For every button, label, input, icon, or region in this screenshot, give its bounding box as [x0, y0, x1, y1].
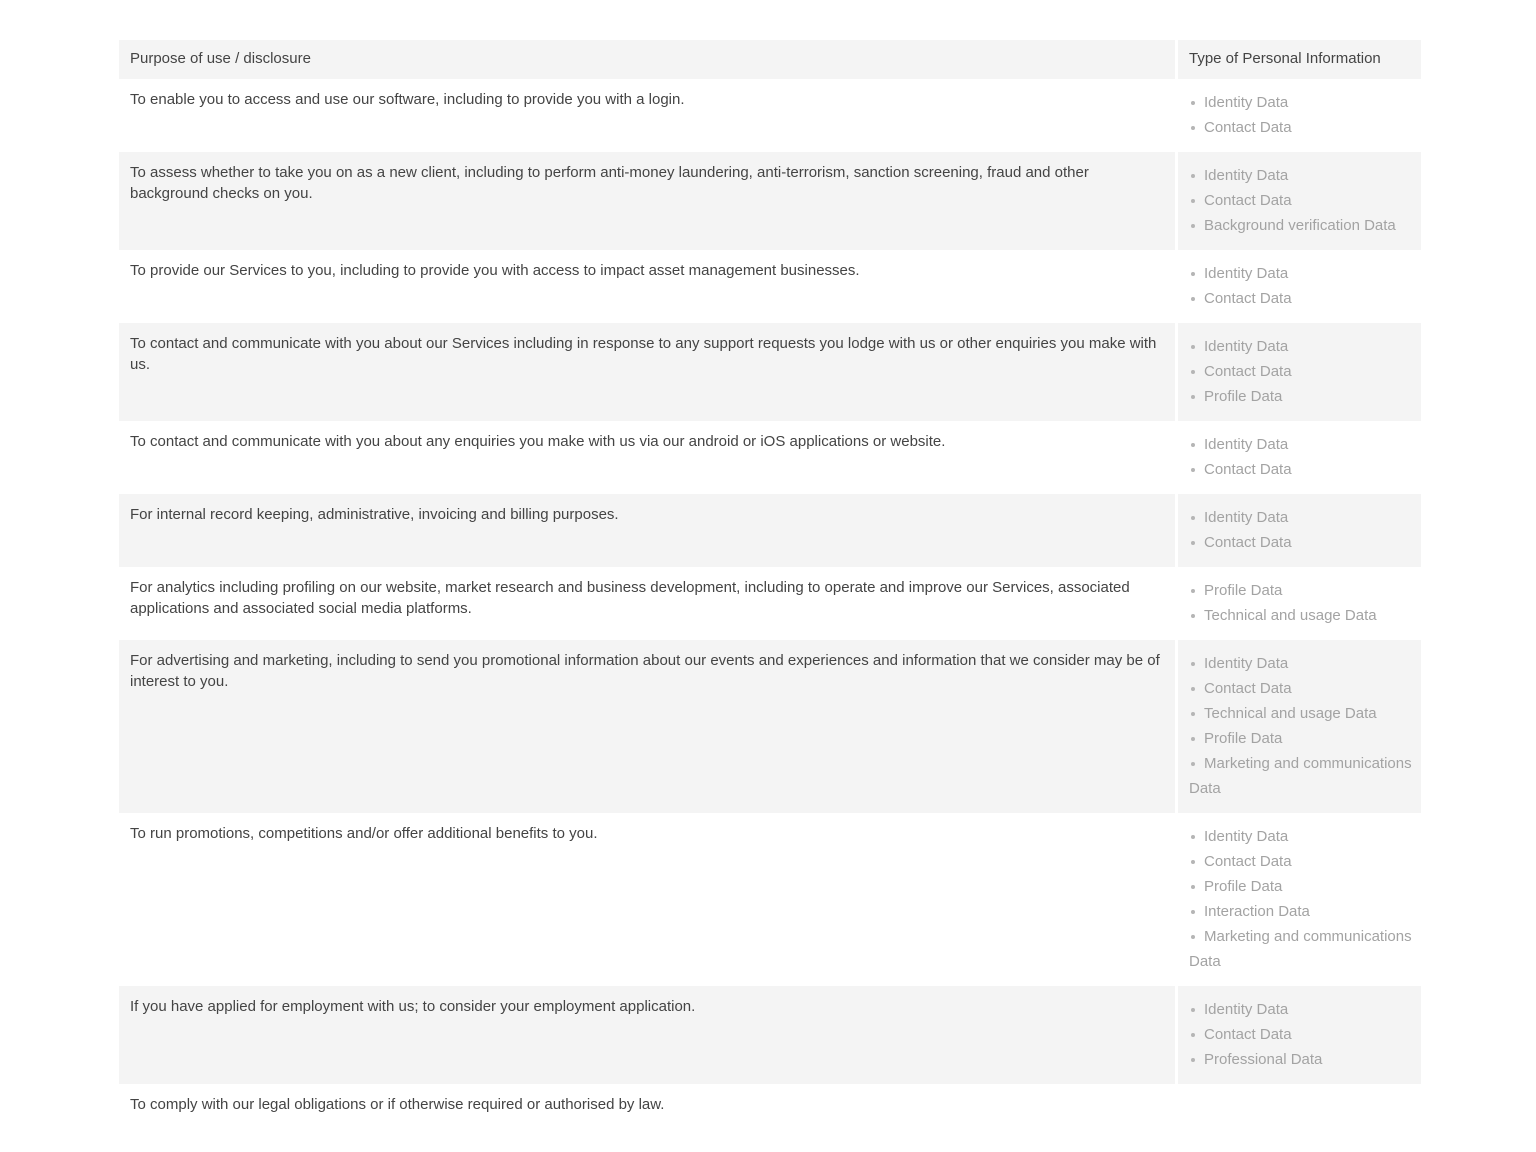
- purpose-cell: To contact and communicate with you about our Services including in response to any support requests you lodge with us or other enquiries you make with us.: [119, 323, 1175, 421]
- types-cell: [1178, 323, 1421, 421]
- table-row: [119, 1084, 1421, 1128]
- purpose-cell: To enable you to access and use our software, including to provide you with a login.: [130, 91, 685, 108]
- list-item: Technical and usage Data: [1189, 701, 1415, 726]
- types-list: [1189, 578, 1415, 628]
- list-item: Identity Data: [1189, 997, 1415, 1022]
- list-item: Marketing and communications Data: [1189, 751, 1415, 801]
- purpose-cell: To provide our Services to you, including to provide you with access to impact asset management businesses.: [130, 262, 860, 279]
- purpose-cell: For analytics including profiling on our website, market research and business development, including to operate and improve our Services, associated applications and associated social media platforms.: [130, 579, 1130, 617]
- table-row: [119, 323, 1421, 421]
- table-row: [119, 813, 1421, 986]
- types-cell: [1178, 986, 1421, 1084]
- list-item: Technical and usage Data: [1189, 603, 1415, 628]
- purpose-cell: To run promotions, competitions and/or offer additional benefits to you.: [130, 825, 598, 842]
- list-item: Contact Data: [1189, 849, 1415, 874]
- types-list: [1189, 163, 1415, 238]
- types-cell: [1178, 813, 1421, 986]
- types-list: [1189, 90, 1415, 140]
- types-cell: [1178, 640, 1421, 813]
- types-list: [1189, 505, 1415, 555]
- list-item: Marketing and communications Data: [1189, 924, 1415, 974]
- table-body: [119, 79, 1421, 1128]
- types-list: [1189, 432, 1415, 482]
- list-item: Profile Data: [1189, 874, 1415, 899]
- types-list: [1189, 651, 1415, 801]
- types-cell: [1178, 421, 1421, 494]
- types-list: [1189, 334, 1415, 409]
- list-item: Identity Data: [1189, 261, 1415, 286]
- list-item: Contact Data: [1189, 286, 1415, 311]
- list-item: Identity Data: [1189, 90, 1415, 115]
- header-purpose: Purpose of use / disclosure: [119, 40, 1175, 79]
- list-item: Identity Data: [1189, 163, 1415, 188]
- purpose-cell: For internal record keeping, administrative, invoicing and billing purposes.: [119, 494, 1175, 567]
- purpose-cell: To comply with our legal obligations or if otherwise required or authorised by law.: [130, 1096, 665, 1113]
- purpose-cell: To assess whether to take you on as a new client, including to perform anti-money laundering, anti-terrorism, sanction screening, fraud and other background checks on you.: [119, 152, 1175, 250]
- list-item: Contact Data: [1189, 359, 1415, 384]
- list-item: Contact Data: [1189, 115, 1415, 140]
- header-types: Type of Personal Information: [1178, 40, 1421, 79]
- list-item: Interaction Data: [1189, 899, 1415, 924]
- list-item: Contact Data: [1189, 1022, 1415, 1047]
- list-item: Identity Data: [1189, 824, 1415, 849]
- list-item: Contact Data: [1189, 188, 1415, 213]
- list-item: Profile Data: [1189, 726, 1415, 751]
- types-list: [1189, 997, 1415, 1072]
- table-row: [119, 494, 1421, 567]
- types-cell: [1178, 567, 1421, 640]
- types-list: [1189, 261, 1415, 311]
- list-item: Contact Data: [1189, 676, 1415, 701]
- table-row: [119, 79, 1421, 152]
- list-item: Profile Data: [1189, 384, 1415, 409]
- types-cell: [1178, 1084, 1421, 1128]
- table-row: [119, 567, 1421, 640]
- types-cell: [1178, 152, 1421, 250]
- list-item: Profile Data: [1189, 578, 1415, 603]
- list-item: Background verification Data: [1189, 213, 1415, 238]
- purpose-cell: For advertising and marketing, including to send you promotional information about our events and experiences and information that we consider may be of interest to you.: [119, 640, 1175, 813]
- table-row: [119, 421, 1421, 494]
- types-cell: [1178, 250, 1421, 323]
- table-row: [119, 152, 1421, 250]
- types-cell: [1178, 494, 1421, 567]
- list-item: Identity Data: [1189, 334, 1415, 359]
- list-item: Contact Data: [1189, 530, 1415, 555]
- table-header-row: [119, 40, 1421, 79]
- list-item: Identity Data: [1189, 432, 1415, 457]
- list-item: Identity Data: [1189, 505, 1415, 530]
- list-item: Contact Data: [1189, 457, 1415, 482]
- types-list: [1189, 824, 1415, 974]
- table-row: [119, 986, 1421, 1084]
- list-item: Identity Data: [1189, 651, 1415, 676]
- types-cell: [1178, 79, 1421, 152]
- purpose-cell: To contact and communicate with you about any enquiries you make with us via our android or iOS applications or website.: [130, 433, 946, 450]
- purpose-of-use-table: [119, 40, 1421, 1128]
- list-item: Professional Data: [1189, 1047, 1415, 1072]
- purpose-cell: If you have applied for employment with us; to consider your employment application.: [119, 986, 1175, 1084]
- table-row: [119, 640, 1421, 813]
- table-row: [119, 250, 1421, 323]
